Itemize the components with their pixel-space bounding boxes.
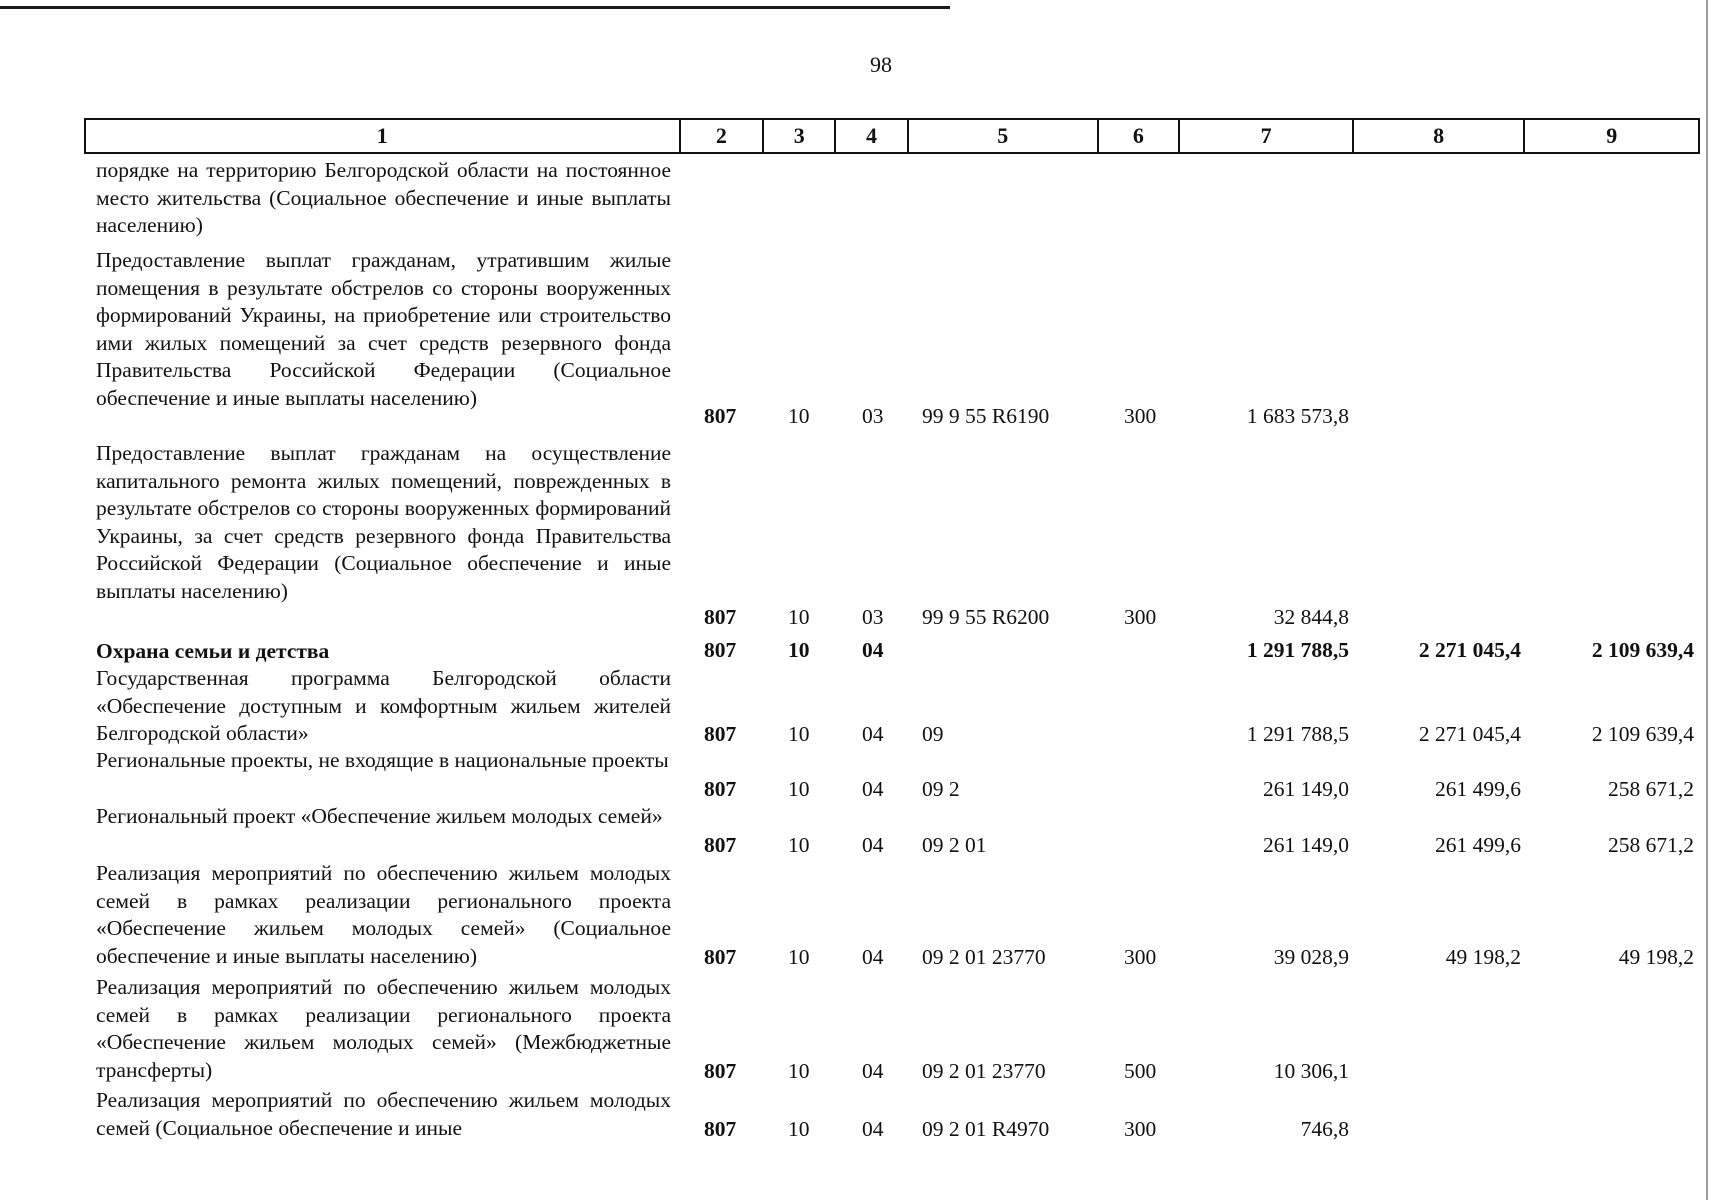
column-header-4: 4 xyxy=(836,120,909,152)
cell-col-3: 10 xyxy=(788,638,810,662)
cell-col-5: 09 2 01 xyxy=(922,833,987,857)
cell-col-3: 10 xyxy=(788,833,810,857)
row-description: Региональный проект «Обеспечение жильем молодых семей» xyxy=(96,804,663,828)
cell-col-5: 99 9 55 R6200 xyxy=(922,605,1050,629)
cell-col-2: 807 xyxy=(704,1117,737,1141)
cell-col-2: 807 xyxy=(704,404,737,428)
cell-col-3: 10 xyxy=(788,945,810,969)
cell-col-2: 807 xyxy=(704,722,737,746)
scan-right-edge xyxy=(1706,0,1708,1200)
cell-col-5: 09 2 01 23770 xyxy=(922,945,1046,969)
cell-col-2: 807 xyxy=(704,638,737,662)
cell-col-9: 49 198,2 xyxy=(1618,945,1694,969)
cell-col-3: 10 xyxy=(788,404,810,428)
row-description: Государственная программа Белгородской области «Обеспечение доступным и комфортным жильем жителей Белгородской области» xyxy=(96,666,671,745)
cell-col-4: 04 xyxy=(862,1059,884,1083)
page-number: 98 xyxy=(870,52,892,77)
cell-col-6: 300 xyxy=(1124,605,1157,629)
cell-col-8: 2 271 045,4 xyxy=(1418,638,1521,662)
row-description: Предоставление выплат гражданам, утратившим жилые помещения в результате обстрелов со стороны вооруженных формирований Украины, на приобретение или строительство ими жилых помещений за счет средств резервного фонда Правительства Российской Федерации (Социальное обеспечение и иные выплаты населению) xyxy=(96,248,671,410)
row-description: порядке на территорию Белгородской области на постоянное место жительства (Социальное обеспечение и иные выплаты населению) xyxy=(96,158,671,237)
column-header-8: 8 xyxy=(1354,120,1526,152)
cell-col-8: 261 499,6 xyxy=(1435,777,1521,801)
cell-col-2: 807 xyxy=(704,833,737,857)
cell-col-8: 2 271 045,4 xyxy=(1418,722,1521,746)
cell-col-7: 32 844,8 xyxy=(1273,605,1349,629)
cell-col-7: 1 291 788,5 xyxy=(1246,638,1349,662)
cell-col-5: 09 2 01 23770 xyxy=(922,1059,1046,1083)
cell-col-4: 04 xyxy=(862,945,884,969)
row-description: Охрана семьи и детства xyxy=(96,639,330,663)
cell-col-4: 04 xyxy=(862,722,884,746)
cell-col-5: 09 2 01 R4970 xyxy=(922,1117,1050,1141)
cell-col-5: 09 xyxy=(922,722,944,746)
cell-col-9: 258 671,2 xyxy=(1608,777,1694,801)
cell-col-7: 39 028,9 xyxy=(1273,945,1349,969)
column-header-2: 2 xyxy=(681,120,765,152)
cell-col-2: 807 xyxy=(704,945,737,969)
cell-col-9: 2 109 639,4 xyxy=(1591,638,1694,662)
cell-col-8: 261 499,6 xyxy=(1435,833,1521,857)
row-description: Региональные проекты, не входящие в национальные проекты xyxy=(96,748,669,772)
cell-col-6: 300 xyxy=(1124,1117,1157,1141)
column-header-6: 6 xyxy=(1099,120,1181,152)
cell-col-7: 1 683 573,8 xyxy=(1246,404,1349,428)
cell-col-4: 04 xyxy=(862,638,884,662)
cell-col-7: 746,8 xyxy=(1300,1117,1349,1141)
row-description: Реализация мероприятий по обеспечению жильем молодых семей в рамках реализации регионального проекта «Обеспечение жильем молодых семей» (Межбюджетные трансферты) xyxy=(96,975,671,1082)
cell-col-3: 10 xyxy=(788,1059,810,1083)
cell-col-5: 09 2 xyxy=(922,777,960,801)
cell-col-4: 03 xyxy=(862,605,884,629)
column-header-7: 7 xyxy=(1180,120,1354,152)
cell-col-2: 807 xyxy=(704,777,737,801)
table-header xyxy=(84,118,1700,154)
scan-top-border xyxy=(0,6,950,9)
cell-col-4: 04 xyxy=(862,777,884,801)
cell-col-7: 10 306,1 xyxy=(1273,1059,1349,1083)
cell-col-3: 10 xyxy=(788,777,810,801)
column-header-3: 3 xyxy=(764,120,836,152)
row-description: Предоставление выплат гражданам на осуществление капитального ремонта жилых помещений, поврежденных в результате обстрелов со стороны вооруженных формирований Украины, за счет средств резервного фонда Правительства Российской Федерации (Социальное обеспечение и иные выплаты населению) xyxy=(96,441,671,603)
cell-col-7: 1 291 788,5 xyxy=(1246,722,1349,746)
cell-col-6: 300 xyxy=(1124,404,1157,428)
cell-col-2: 807 xyxy=(704,605,737,629)
cell-col-4: 04 xyxy=(862,833,884,857)
cell-col-4: 03 xyxy=(862,404,884,428)
cell-col-2: 807 xyxy=(704,1059,737,1083)
cell-col-9: 2 109 639,4 xyxy=(1591,722,1694,746)
cell-col-8: 49 198,2 xyxy=(1445,945,1521,969)
row-description: Реализация мероприятий по обеспечению жильем молодых семей в рамках реализации регионального проекта «Обеспечение жильем молодых семей» (Социальное обеспечение и иные выплаты населению) xyxy=(96,861,671,968)
cell-col-3: 10 xyxy=(788,1117,810,1141)
cell-col-4: 04 xyxy=(862,1117,884,1141)
cell-col-7: 261 149,0 xyxy=(1263,777,1349,801)
cell-col-7: 261 149,0 xyxy=(1263,833,1349,857)
cell-col-6: 500 xyxy=(1124,1059,1157,1083)
cell-col-6: 300 xyxy=(1124,945,1157,969)
column-header-9: 9 xyxy=(1606,123,1618,148)
row-description: Реализация мероприятий по обеспечению жильем молодых семей (Социальное обеспечение и иные xyxy=(96,1088,671,1140)
cell-col-3: 10 xyxy=(788,605,810,629)
cell-col-9: 258 671,2 xyxy=(1608,833,1694,857)
cell-col-5: 99 9 55 R6190 xyxy=(922,404,1050,428)
cell-col-3: 10 xyxy=(788,722,810,746)
column-header-5: 5 xyxy=(909,120,1099,152)
column-header-1: 1 xyxy=(86,120,681,152)
